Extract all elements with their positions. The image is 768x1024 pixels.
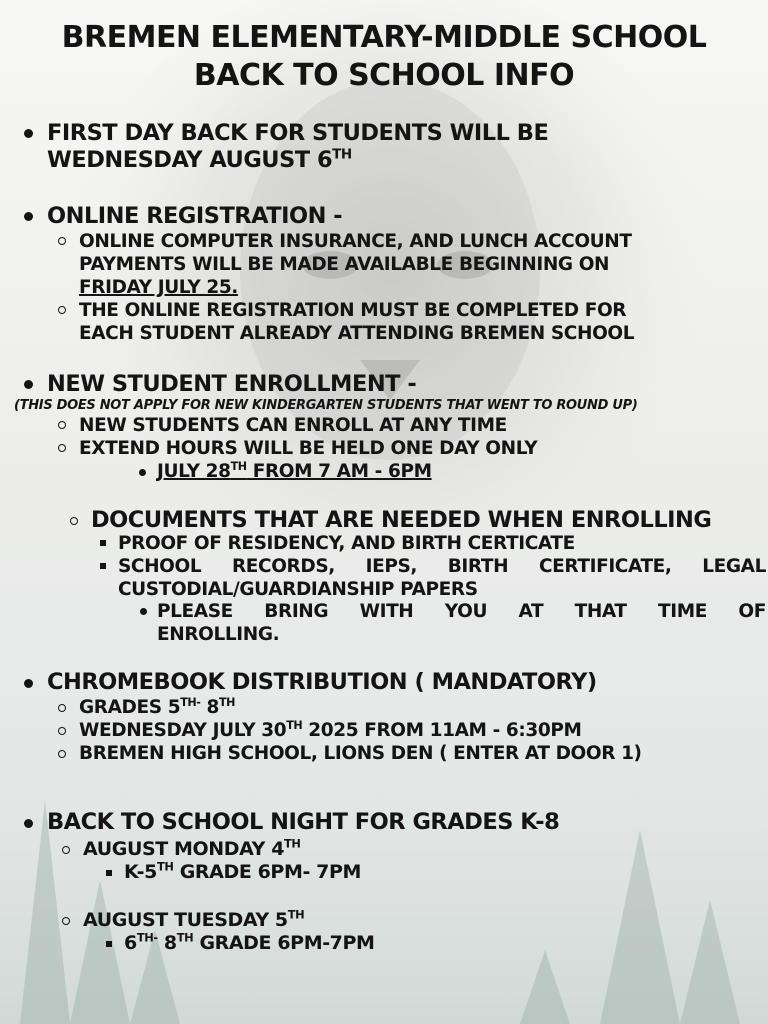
documents-heading: DOCUMENTS THAT ARE NEEDED WHEN ENROLLING [91, 507, 712, 533]
bts-night-day1-detail: K-5TH GRADE 6PM- 7PM [124, 859, 362, 883]
bring-note-line1: PLEASE BRING WITH YOU AT THAT TIME OF [157, 601, 766, 622]
document-item1: PROOF OF RESIDENCY, AND BIRTH CERTICATE [118, 533, 575, 554]
online-item2-line2: EACH STUDENT ALREADY ATTENDING BREMEN SCHOOL [79, 323, 635, 344]
square-bullet-icon [100, 563, 106, 569]
online-item1-date: FRIDAY JULY 25. [79, 277, 238, 298]
document-item2-line1: SCHOOL RECORDS, IEPS, BIRTH CERTIFICATE, LEGAL [118, 556, 766, 577]
bts-night-heading: BACK TO SCHOOL NIGHT FOR GRADES K-8 [47, 809, 560, 835]
circle-bullet-icon [62, 846, 70, 854]
new-student-item1: NEW STUDENTS CAN ENROLL AT ANY TIME [79, 415, 507, 436]
bullet-icon [24, 212, 33, 221]
bullet-icon [24, 129, 33, 138]
bring-note-line2: ENROLLING. [157, 624, 280, 645]
small-bullet-icon [140, 608, 147, 615]
page-title: BREMEN ELEMENTARY-MIDDLE SCHOOL [61, 20, 707, 55]
bullet-icon [24, 819, 33, 828]
document-item2-line2: CUSTODIAL/GUARDIANSHIP PAPERS [118, 579, 478, 600]
square-bullet-icon [106, 870, 112, 876]
small-bullet-icon [139, 469, 146, 476]
bullet-icon [24, 679, 33, 688]
circle-bullet-icon [58, 727, 66, 735]
new-student-item2: EXTEND HOURS WILL BE HELD ONE DAY ONLY [79, 438, 538, 459]
chromebook-location: BREMEN HIGH SCHOOL, LIONS DEN ( ENTER AT DOOR 1) [79, 743, 642, 764]
square-bullet-icon [106, 941, 112, 947]
page-subtitle: BACK TO SCHOOL INFO [193, 58, 575, 93]
bts-night-day2-detail: $6^{TH-}$ 8TH GRADE 6PM-7PM [124, 930, 375, 954]
circle-bullet-icon [58, 237, 66, 245]
online-registration-heading: ONLINE REGISTRATION - [47, 203, 343, 229]
circle-bullet-icon [58, 306, 66, 314]
circle-bullet-icon [62, 917, 70, 925]
bts-night-day1: AUGUST MONDAY 4TH [83, 836, 301, 860]
first-day-line2: WEDNESDAY AUGUST 6TH [47, 146, 352, 173]
circle-bullet-icon [58, 750, 66, 758]
extended-hours-detail: JULY 28TH FROM 7 AM - 6PM [157, 459, 432, 482]
chromebook-grades: GRADES $5^{TH-}$ 8TH [79, 695, 236, 718]
square-bullet-icon [100, 540, 106, 546]
online-item2-line1: THE ONLINE REGISTRATION MUST BE COMPLETED FOR [79, 300, 627, 321]
new-student-note: (THIS DOES NOT APPLY FOR NEW KINDERGARTEN STUDENTS THAT WENT TO ROUND UP) [14, 398, 638, 413]
circle-bullet-icon [70, 517, 78, 525]
circle-bullet-icon [58, 444, 66, 452]
circle-bullet-icon [58, 704, 66, 712]
first-day-line1: FIRST DAY BACK FOR STUDENTS WILL BE [47, 120, 549, 146]
chromebook-heading: CHROMEBOOK DISTRIBUTION ( MANDATORY) [47, 669, 597, 695]
chromebook-date: WEDNESDAY JULY 30TH 2025 FROM 11AM - 6:30PM [79, 718, 582, 741]
bullet-icon [24, 380, 33, 389]
online-item1-line1: ONLINE COMPUTER INSURANCE, AND LUNCH ACCOUNT [79, 231, 632, 252]
circle-bullet-icon [58, 421, 66, 429]
online-item1-line2: PAYMENTS WILL BE MADE AVAILABLE BEGINNING ON [79, 254, 610, 275]
new-student-heading: NEW STUDENT ENROLLMENT - [47, 371, 417, 397]
bts-night-day2: AUGUST TUESDAY 5TH [83, 907, 305, 931]
